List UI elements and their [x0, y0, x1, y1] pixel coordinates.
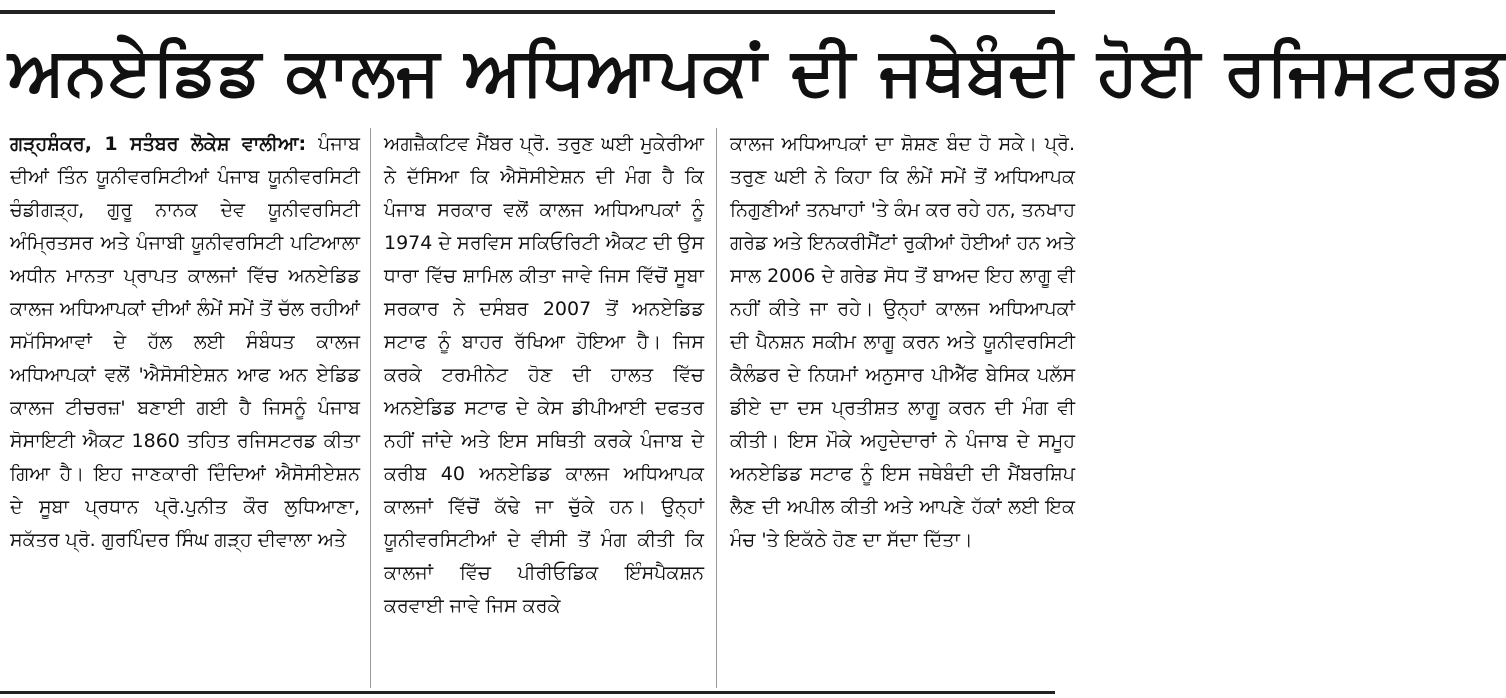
column-1-text: ਪੰਜਾਬ ਦੀਆਂ ਤਿੰਨ ਯੂਨੀਵਰਸਿਟੀਆਂ ਪੰਜਾਬ ਯੂਨੀਵਰਸਿਟੀ ਚੰਡੀਗੜ੍ਹ, ਗੁਰੂ ਨਾਨਕ ਦੇਵ ਯੂਨੀਵਰਸਿਟੀ ਅੰਮ੍ਰਿਤਸਰ ਅਤੇ ਪੰਜਾਬੀ ਯੂਨੀਵਰਸਿਟੀ ਪਟਿਆਲਾ ਅਧੀਨ ਮਾਨਤਾ ਪ੍ਰਾਪਤ ਕਾਲਜਾਂ ਵਿੱਚ ਅਨਏਡਿਡ ਕਾਲਜ ਅਧਿਆਪਕਾਂ ਦੀਆਂ ਲੰਮੇਂ ਸਮੇਂ ਤੋਂ ਚੱਲ ਰਹੀਆਂ ਸਮੱਸਿਆਵਾਂ ਦੇ ਹੱਲ ਲਈ ਸੰਬੰਧਤ ਕਾਲਜ ਅਧਿਆਪਕਾਂ ਵਲੋਂ 'ਐਸੋਸੀਏਸ਼ਨ ਆਫ ਅਨ ਏਡਿਡ ਕਾਲਜ ਟੀਚਰਜ਼' ਬਣਾਈ ਗਈ ਹੈ ਜਿਸਨੂੰ ਪੰਜਾਬ ਸੋਸਾਇਟੀ ਐਕਟ 1860 ਤਹਿਤ ਰਜਿਸਟਰਡ ਕੀਤਾ ਗਿਆ ਹੈ। ਇਹ ਜਾਣਕਾਰੀ ਦਿੰਦਿਆਂ ਐਸੋਸੀਏਸ਼ਨ ਦੇ ਸੂਬਾ ਪ੍ਰਧਾਨ ਪ੍ਰੋ.ਪੁਨੀਤ ਕੌਰ ਲੁਧਿਆਣਾ, ਸਕੱਤਰ ਪ੍ਰੋ. ਗੁਰਪਿੰਦਰ ਸਿੰਘ ਗੜ੍ਹ ਦੀਵਾਲਾ ਅਤੇ: [10, 133, 361, 551]
column-3-text: ਕਾਲਜ ਅਧਿਆਪਕਾਂ ਦਾ ਸ਼ੋਸ਼ਣ ਬੰਦ ਹੋ ਸਕੇ। ਪ੍ਰੋ. ਤਰੁਣ ਘਈ ਨੇ ਕਿਹਾ ਕਿ ਲੰਮੇਂ ਸਮੇਂ ਤੋਂ ਅਧਿਆਪਕ ਨਿਗੁਣੀਆਂ ਤਨਖਾਹਾਂ 'ਤੇ ਕੰਮ ਕਰ ਰਹੇ ਹਨ, ਤਨਖਾਹ ਗਰੇਡ ਅਤੇ ਇਨਕਰੀਮੈਂਟਾਂ ਰੁਕੀਆਂ ਹੋਈਆਂ ਹਨ ਅਤੇ ਸਾਲ 2006 ਦੇ ਗਰੇਡ ਸੋਧ ਤੋਂ ਬਾਅਦ ਇਹ ਲਾਗੂ ਵੀ ਨਹੀਂ ਕੀਤੇ ਜਾ ਰਹੇ। ਉਨ੍ਹਾਂ ਕਾਲਜ ਅਧਿਆਪਕਾਂ ਦੀ ਪੈਨਸ਼ਨ ਸਕੀਮ ਲਾਗੂ ਕਰਨ ਅਤੇ ਯੂਨੀਵਰਸਿਟੀ ਕੈਲੰਡਰ ਦੇ ਨਿਯਮਾਂ ਅਨੁਸਾਰ ਪੀਐੱਫ ਬੇਸਿਕ ਪਲੱਸ ਡੀਏ ਦਾ ਦਸ ਪ੍ਰਤੀਸ਼ਤ ਲਾਗੂ ਕਰਨ ਦੀ ਮੰਗ ਵੀ ਕੀਤੀ। ਇਸ ਮੌਕੇ ਅਹੁਦੇਦਾਰਾਂ ਨੇ ਪੰਜਾਬ ਦੇ ਸਮੂਹ ਅਨਏਡਿਡ ਸਟਾਫ ਨੂੰ ਇਸ ਜਥੇਬੰਦੀ ਦੀ ਮੈਂਬਰਸ਼ਿਪ ਲੈਣ ਦੀ ਅਪੀਲ ਕੀਤੀ ਅਤੇ ਆਪਣੇ ਹੱਕਾਂ ਲਈ ਇਕ ਮੰਚ 'ਤੇ ਇਕੱਠੇ ਹੋਣ ਦਾ ਸੱਦਾ ਦਿੱਤਾ।: [730, 133, 1075, 551]
article-column-2: [384, 128, 704, 698]
headline: ਅਨਏਡਿਡ ਕਾਲਜ ਅਧਿਆਪਕਾਂ ਦੀ ਜਥੇਬੰਦੀ ਹੋਈ ਰਜਿਸਟਰਡ: [8, 33, 1506, 110]
top-rule: [0, 10, 1055, 14]
dateline: ਗੜ੍ਹਸ਼ੰਕਰ, 1 ਸਤੰਬਰ ਲੋਕੇਸ਼ ਵਾਲੀਆ:: [10, 133, 307, 155]
bottom-rule: [0, 691, 1055, 694]
article-body: [0, 128, 1075, 698]
article-column-3: [730, 128, 1075, 698]
column-divider: [370, 128, 371, 688]
paragraph-1: [10, 128, 360, 557]
article-column-1: [10, 128, 360, 698]
column-divider: [716, 128, 717, 688]
column-2-text: ਅਗਜ਼ੈਕਟਿਵ ਮੈਂਬਰ ਪ੍ਰੋ. ਤਰੁਣ ਘਈ ਮੁਕੇਰੀਆ ਨੇ ਦੱਸਿਆ ਕਿ ਐਸੋਸੀਏਸ਼ਨ ਦੀ ਮੰਗ ਹੈ ਕਿ ਪੰਜਾਬ ਸਰਕਾਰ ਵਲੋਂ ਕਾਲਜ ਅਧਿਆਪਕਾਂ ਨੂੰ 1974 ਦੇ ਸਰਵਿਸ ਸਕਿਓਰਿਟੀ ਐਕਟ ਦੀ ਉਸ ਧਾਰਾ ਵਿੱਚ ਸ਼ਾਮਿਲ ਕੀਤਾ ਜਾਵੇ ਜਿਸ ਵਿੱਚੋਂ ਸੂਬਾ ਸਰਕਾਰ ਨੇ ਦਸੰਬਰ 2007 ਤੋਂ ਅਨਏਡਿਡ ਸਟਾਫ ਨੂੰ ਬਾਹਰ ਰੱਖਿਆ ਹੋਇਆ ਹੈ। ਜਿਸ ਕਰਕੇ ਟਰਮੀਨੇਟ ਹੋਣ ਦੀ ਹਾਲਤ ਵਿੱਚ ਅਨਏਡਿਡ ਸਟਾਫ ਦੇ ਕੇਸ ਡੀਪੀਆਈ ਦਫਤਰ ਨਹੀਂ ਜਾਂਦੇ ਅਤੇ ਇਸ ਸਥਿਤੀ ਕਰਕੇ ਪੰਜਾਬ ਦੇ ਕਰੀਬ 40 ਅਨਏਡਿਡ ਕਾਲਜ ਅਧਿਆਪਕ ਕਾਲਜਾਂ ਵਿੱਚੋਂ ਕੱਢੇ ਜਾ ਚੁੱਕੇ ਹਨ। ਉਨ੍ਹਾਂ ਯੂਨੀਵਰਸਿਟੀਆਂ ਦੇ ਵੀਸੀ ਤੋਂ ਮੰਗ ਕੀਤੀ ਕਿ ਕਾਲਜਾਂ ਵਿੱਚ ਪੀਰੀਓਡਿਕ ਇੰਸਪੈਕਸ਼ਨ ਕਰਵਾਈ ਜਾਵੇ ਜਿਸ ਕਰਕੇ: [384, 133, 704, 617]
